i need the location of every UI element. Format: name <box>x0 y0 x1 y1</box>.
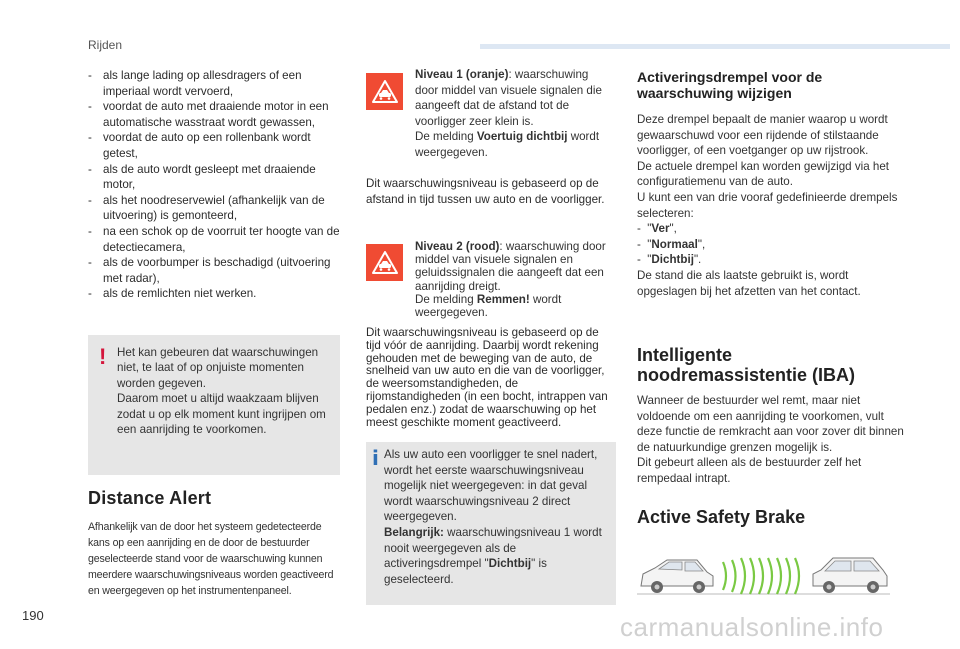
level1-msg-bold: Voertuig dichtbij <box>476 130 568 144</box>
info-text2-bold: Dichtbij <box>488 557 532 571</box>
info-text2-post: " is geselecteerd. <box>384 557 547 586</box>
level2-title: Niveau 2 (rood) <box>415 240 500 253</box>
level1-description <box>415 67 613 161</box>
warning-line1: Het kan gebeuren dat waarschuwingen niet, te laat of op onjuiste momenten worden gegeven. <box>117 346 319 390</box>
distance-alert-text: Afhankelijk van de door het systeem gedetecteerde kans op een aanrijding en de door de bestuurder geselecteerde stand voor de waarschuwing kunnen meerdere waarschuwingsniveaus worden geactiveerd en weergegeven op het instrumentenpaneel. <box>88 521 334 597</box>
option-normaal: Normaal <box>651 237 698 251</box>
iba-p1: Wanneer de bestuurder wel remt, maar niet voldoende om een aanrijding te voorkomen, vult deze functie de remkracht aan voor zover dit binnen de natuurkundige grenzen mogelijk is. <box>637 394 904 454</box>
level2-msg-pre: De melding <box>415 292 477 306</box>
list-item: - als lange lading op allesdragers of een imperiaal wordt vervoerd, <box>88 68 348 99</box>
threshold-p3: U kunt een van drie vooraf gedefinieerde drempels selecteren: <box>637 190 898 220</box>
distance-alert-heading: Distance Alert <box>88 488 212 508</box>
warning-text <box>117 345 332 437</box>
warning-line2: Daarom moet u altijd waakzaam blijven zodat u op elk moment kunt ingrijpen om een aanrijding te voorkomen. <box>117 392 326 437</box>
level2-msg-post: wordt weergegeven. <box>415 292 562 320</box>
threshold-text: Deze drempel bepaalt de manier waarop u wordt gewaarschuwd voor een rijdende of stilstaande voorligger, of een voetganger op uw rijstrook. De actuele drempel kan worden gewijzigd via het configuratiemenu van de auto. U kunt een van drie vooraf gedefinieerde drempels selecteren: - "Ver", - "Normaal", - "Dichtbij". De stand die als laatste gebruikt is, wordt opgeslagen bij het afzetten van het contact. <box>637 113 898 298</box>
threshold-p1: Deze drempel bepaalt de manier waarop u wordt gewaarschuwd voor een rijdende of stilstaande voorligger, of een voetganger op uw rijstrook. <box>637 113 888 158</box>
list-item: - voordat de auto met draaiende motor in een automatische wasstraat wordt gewassen, <box>88 99 348 130</box>
threshold-p2: De actuele drempel kan worden gewijzigd via het configuratiemenu van de auto. <box>637 159 889 189</box>
safety-brake-illustration <box>637 548 890 598</box>
info-icon: i <box>372 446 379 470</box>
header-bar <box>480 44 950 49</box>
threshold-heading: Activeringsdrempel voor de waarschuwing wijzigen <box>637 69 823 101</box>
info-text <box>384 447 610 587</box>
watermark: carmanualsonline.info <box>620 612 884 642</box>
section-label: Rijden <box>88 38 123 52</box>
option-ver: Ver <box>651 222 670 236</box>
level2-description <box>415 240 613 319</box>
list-item: - als het noodreservewiel (afhankelijk van de uitvoering) is gemonteerd, <box>88 193 348 224</box>
collision-alert-icon <box>366 244 403 281</box>
info-text1: Als uw auto een voorligger te snel nadert, wordt het eerste waarschuwingsniveau mogelijk niet weergegeven: in dat geval wordt waarschuwingsniveau 2 direct weergegeven. <box>384 448 598 524</box>
level2-msg-bold: Remmen! <box>476 292 530 306</box>
list-item: - als de remlichten niet werken. <box>88 286 348 302</box>
level1-msg-pre: De melding <box>415 130 477 144</box>
iba-text <box>637 393 912 487</box>
asb-heading: Active Safety Brake <box>637 507 806 527</box>
level1-basis: Dit waarschuwingsniveau is gebaseerd op de afstand in tijd tussen uw auto en de voorligger. <box>366 177 605 206</box>
level2-text: : waarschuwing door middel van visuele signalen en geluidssignalen die aangeeft dat een aanrijding dreigt. <box>415 240 606 293</box>
option-dichtbij: Dichtbij <box>651 253 694 267</box>
level1-title: Niveau 1 (oranje) <box>415 68 509 81</box>
iba-p2: Dit gebeurt alleen als de bestuurder zelf het rempedaal intrapt. <box>637 456 862 485</box>
threshold-p4: De stand die als laatste gebruikt is, wordt opgeslagen bij het afzetten van het contact. <box>637 268 861 298</box>
iba-heading: Intelligente noodremassistentie (IBA) <box>637 345 856 385</box>
level1-msg-post: wordt weergegeven. <box>415 130 600 159</box>
level1-text: : waarschuwing door middel van visuele signalen die aangeeft dat de afstand tot de voorligger zeer klein is. <box>415 68 602 128</box>
conditions-list <box>88 68 348 302</box>
info-important-label: Belangrijk: <box>384 525 444 539</box>
list-item: - als de auto wordt gesleept met draaiende motor, <box>88 162 348 193</box>
exclamation-icon: ! <box>99 344 107 369</box>
collision-warning-icon <box>366 73 403 110</box>
list-item: - als de voorbumper is beschadigd (uitvoering met radar), <box>88 255 348 286</box>
info-text2: waarschuwingsniveau 1 wordt nooit weergegeven als de activeringsdrempel " <box>384 525 602 571</box>
page-number: 190 <box>22 608 44 623</box>
level2-basis: Dit waarschuwingsniveau is gebaseerd op de tijd vóór de aanrijding. Daarbij wordt rekening gehouden met de beweging van de auto, de snelheid van uw auto en die van de voorligger, de weersomstandigheden, de rijomstandigheden (in een bocht, intrappen van pedalen enz.) zodat de waarschuwing op het meest geschikte moment geactiveerd. <box>366 326 608 429</box>
list-item: - voordat de auto op een rollenbank wordt getest, <box>88 130 348 161</box>
list-item: - na een schok op de voorruit ter hoogte van de detectiecamera, <box>88 224 348 255</box>
